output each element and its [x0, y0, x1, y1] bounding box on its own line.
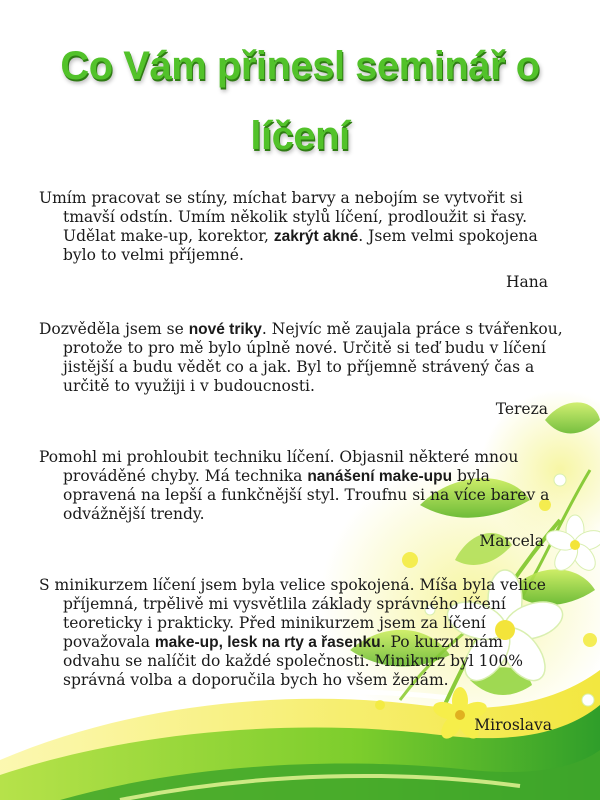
- text-segment: Pomohl mi prohloubit techniku líčení. Objasnil některé mnou prováděné chyby. Má technika: [39, 448, 519, 485]
- text-segment: . Jsem velmi spokojena bylo to velmi příjemné.: [63, 227, 538, 264]
- testimonial-tereza: [39, 320, 564, 418]
- testimonial-author: Marcela: [479, 532, 544, 550]
- testimonial-hana: [39, 189, 564, 291]
- text-segment: . Po kurzu mám odvahu se nalíčit do každé společnosti. Minikurz byl 100% správná volba a doporučila bych ho všem ženám.: [63, 633, 523, 689]
- highlighted-phrase: zakrýt akné: [273, 228, 359, 245]
- testimonial-text: [39, 448, 564, 524]
- text-segment: S minikurzem líčení jsem byla velice spokojená. Míša byla velice příjemná, trpělivě mi vysvětlila základy správného líčení teoreticky i prakticky. Před minikurzem jsem za líčení považovala: [39, 576, 546, 651]
- testimonial-miroslava: [39, 576, 564, 734]
- testimonial-author: Tereza: [495, 400, 548, 418]
- text-segment: byla opravená na lepší a funkčnější styl. Troufnu si na více barev a odvážnější trendy.: [63, 467, 550, 523]
- testimonial-author: Hana: [506, 273, 548, 291]
- testimonial-text: [39, 576, 564, 690]
- page-title-line-2: líčení: [250, 114, 350, 158]
- highlighted-phrase: nanášení make-upu: [307, 468, 453, 485]
- testimonial-marcela: [39, 448, 564, 550]
- text-segment: Dozvěděla jsem se: [39, 320, 189, 338]
- testimonial-text: [39, 320, 564, 396]
- page-title-line-1: Co Vám přinesl seminář o: [60, 44, 540, 88]
- text-segment: . Nejvíc mě zaujala práce s tvářenkou, protože to pro mě bylo úplně nové. Určitě si teď budu v líčení jistější a budu vědět co a jak. Byl to příjemně strávený čas a určitě to využiji i v budoucnosti.: [63, 320, 563, 395]
- highlighted-phrase: make-up, lesk na rty a řasenku: [154, 634, 381, 651]
- text-segment: Umím pracovat se stíny, míchat barvy a nebojím se vytvořit si tmavší odstín. Umím několik stylů líčení, prodloužit si řasy. Udělat make-up, korektor,: [39, 189, 528, 245]
- testimonial-text: [39, 189, 564, 265]
- highlighted-phrase: nové triky: [188, 321, 262, 338]
- testimonial-author: Miroslava: [474, 716, 552, 734]
